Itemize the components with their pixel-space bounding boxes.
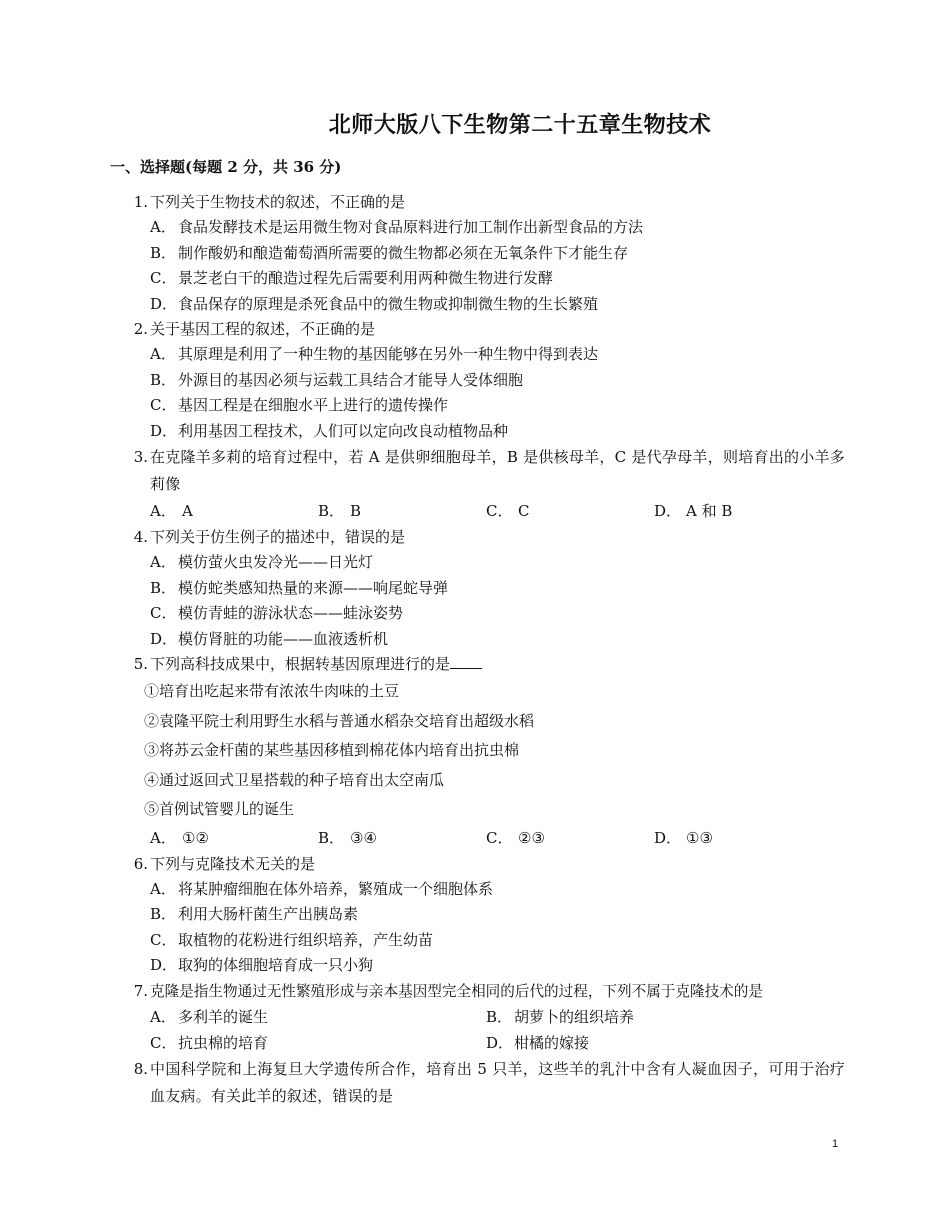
option-label: B． — [318, 828, 345, 847]
option-label: C． — [150, 1033, 177, 1052]
question-number: 1. — [133, 193, 148, 211]
option-text: 抗虫棉的培育 — [178, 1033, 269, 1052]
option-label: D． — [486, 1033, 514, 1052]
option-text: 取植物的花粉进行组织培养，产生幼苗 — [178, 930, 434, 949]
question-1 — [110, 190, 845, 215]
option-text: 利用大肠杆菌生产出胰岛素 — [178, 905, 359, 923]
option-label: C． — [150, 269, 177, 287]
option-label: C． — [486, 502, 513, 520]
option-label: D． — [654, 828, 682, 847]
question-number: 8. — [133, 1059, 148, 1078]
option-label: A． — [150, 828, 176, 847]
question-8 — [110, 1056, 845, 1110]
option-label: A． — [150, 553, 176, 571]
question-text: 下列高科技成果中，根据转基因原理进行的是 — [150, 655, 451, 673]
option-d — [654, 825, 822, 852]
question-3 — [110, 444, 845, 498]
option-label: C． — [486, 828, 513, 847]
option-label: B． — [150, 905, 177, 923]
statement-2: ②袁隆平院士利用野生水稻与普通水稻杂交培育出超级水稻 — [144, 711, 535, 730]
option-label: B． — [318, 502, 345, 520]
option-a — [110, 550, 845, 576]
question-number: 6. — [133, 854, 148, 873]
option-d — [110, 953, 845, 979]
question-text: 中国科学院和上海复旦大学遗传所合作，培育出 5 只羊，这些羊的乳汁中含有人凝血因子，可用于治疗血友病。有关此羊的叙述，错误的是 — [150, 1059, 845, 1105]
question-text: 下列关于仿生例子的描述中，错误的是 — [150, 528, 406, 546]
option-row — [110, 1030, 845, 1056]
page-title: 北师大版八下生物第二十五章生物技术 — [328, 112, 712, 138]
option-text: ②③ — [518, 828, 545, 847]
option-text: A 和 B — [686, 502, 733, 520]
option-b — [110, 576, 845, 602]
option-text: 外源目的基因必须与运载工具结合才能导人受体细胞 — [178, 370, 524, 389]
option-b — [110, 902, 845, 928]
option-label: D． — [150, 294, 178, 313]
option-text: 其原理是利用了一种生物的基因能够在另外一种生物中得到表达 — [178, 345, 599, 363]
option-label: D． — [150, 421, 178, 440]
option-b — [318, 498, 486, 525]
option-label: B． — [150, 370, 177, 389]
option-text: C — [518, 502, 530, 520]
option-c — [486, 825, 654, 852]
question-6 — [110, 852, 845, 877]
option-label: D． — [150, 629, 178, 648]
option-d — [110, 627, 845, 653]
option-label: A． — [150, 879, 176, 898]
option-a — [150, 498, 318, 525]
option-c — [110, 601, 845, 627]
option-text: 将某肿瘤细胞在体外培养，繁殖成一个细胞体系 — [178, 879, 494, 898]
option-b — [110, 368, 845, 394]
option-d — [110, 419, 845, 445]
option-row — [110, 825, 845, 852]
option-text: 景芝老白干的酿造过程先后需要利用两种微生物进行发酵 — [178, 269, 554, 287]
question-4 — [110, 525, 845, 550]
option-label: A． — [150, 345, 176, 363]
question-number: 7. — [133, 981, 148, 1000]
statement-5: ⑤首例试管婴儿的诞生 — [144, 800, 295, 818]
option-text: A — [182, 502, 193, 520]
option-text: ③④ — [350, 828, 377, 847]
option-text: 模仿肾脏的功能——血液透析机 — [178, 629, 389, 648]
question-text: 下列与克隆技术无关的是 — [150, 854, 316, 873]
statement-1: ①培育出吃起来带有浓浓牛肉味的土豆 — [144, 682, 400, 700]
option-text: ①② — [182, 828, 209, 847]
option-text: 利用基因工程技术，人们可以定向改良动植物品种 — [178, 421, 509, 440]
option-text: 取狗的体细胞培育成一只小狗 — [178, 956, 374, 974]
option-c — [110, 928, 845, 954]
question-number: 2. — [133, 320, 148, 338]
option-c — [486, 498, 654, 525]
option-a — [110, 877, 845, 903]
question-number: 5. — [133, 655, 148, 673]
option-a — [150, 1004, 486, 1030]
page-number: 1 — [832, 1138, 839, 1150]
option-label: A． — [150, 218, 176, 236]
option-label: B． — [486, 1007, 513, 1026]
option-b — [110, 241, 845, 267]
option-b — [486, 1004, 822, 1030]
option-a — [110, 215, 845, 241]
option-text: 食品发酵技术是运用微生物对食品原料进行加工制作出新型食品的方法 — [178, 218, 644, 236]
option-label: B． — [150, 578, 177, 597]
question-text: 克隆是指生物通过无性繁殖形成与亲本基因型完全相同的后代的过程，下列不属于克隆技术的是 — [150, 982, 763, 1000]
option-label: C． — [150, 396, 177, 414]
question-5 — [110, 652, 845, 677]
question-list — [110, 190, 845, 1110]
option-text: 模仿青蛙的游泳状态——蛙泳姿势 — [178, 604, 404, 622]
question-number: 3. — [133, 448, 148, 466]
question-text: 在克隆羊多莉的培育过程中，若 A 是供卵细胞母羊，B 是供核母羊，C 是代孕母羊，则培育出的小羊多莉像 — [150, 448, 845, 493]
option-text: 食品保存的原理是杀死食品中的微生物或抑制微生物的生长繁殖 — [178, 294, 599, 313]
option-text: 多利羊的诞生 — [178, 1007, 269, 1026]
answer-blank — [450, 654, 482, 669]
option-b — [318, 825, 486, 852]
statement-3: ③将苏云金杆菌的某些基因移植到棉花体内培育出抗虫棉 — [144, 741, 520, 759]
option-row — [110, 1004, 845, 1030]
option-text: B — [350, 502, 362, 520]
option-d — [654, 498, 822, 525]
option-text: 模仿萤火虫发冷光——日光灯 — [178, 553, 374, 571]
question-2 — [110, 317, 845, 342]
option-label: B． — [150, 243, 177, 262]
option-label: C． — [150, 604, 177, 622]
statement-4: ④通过返回式卫星搭载的种子培育出太空南瓜 — [144, 770, 445, 789]
option-label: C． — [150, 930, 177, 949]
option-a — [150, 825, 318, 852]
question-7 — [110, 979, 845, 1004]
option-text: 基因工程是在细胞水平上进行的遗传操作 — [178, 396, 449, 414]
option-text: 模仿蛇类感知热量的来源——响尾蛇导弹 — [178, 578, 449, 597]
option-c — [110, 266, 845, 292]
option-label: D． — [150, 956, 178, 974]
option-text: 制作酸奶和酿造葡萄酒所需要的微生物都必须在无氧条件下才能生存 — [178, 243, 629, 262]
option-label: A． — [150, 1007, 176, 1026]
option-c — [110, 393, 845, 419]
question-number: 4. — [133, 528, 148, 546]
option-label: A． — [150, 502, 176, 520]
option-text: ①③ — [686, 828, 713, 847]
question-text: 关于基因工程的叙述，不正确的是 — [150, 320, 376, 338]
option-d — [486, 1030, 822, 1056]
option-row — [110, 498, 845, 525]
option-label: D． — [654, 502, 682, 520]
question-text: 下列关于生物技术的叙述，不正确的是 — [150, 193, 406, 211]
section-heading: 一、选择题(每题 2 分，共 36 分) — [110, 158, 342, 176]
option-c — [150, 1030, 486, 1056]
option-d — [110, 292, 845, 318]
option-text: 胡萝卜的组织培养 — [514, 1007, 635, 1026]
option-a — [110, 342, 845, 368]
option-text: 柑橘的嫁接 — [514, 1033, 590, 1052]
